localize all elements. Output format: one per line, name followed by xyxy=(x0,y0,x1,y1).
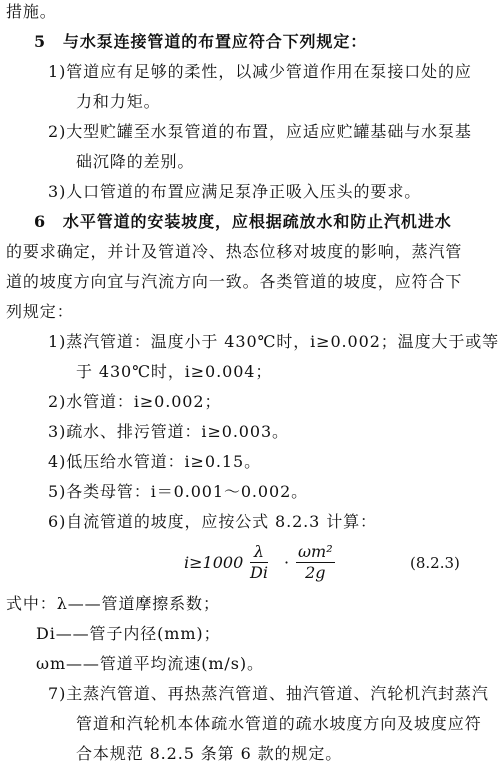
text-line: 2)水管道：i≥0.002； xyxy=(48,392,222,411)
formula-lhs: i≥1000 xyxy=(184,553,244,572)
text-line: 措施。 xyxy=(6,2,57,21)
clause-6-heading: 6 水平管道的安装坡度，应根据疏放水和防止汽机进水 xyxy=(34,212,452,231)
formula-fraction-2 xyxy=(296,542,335,583)
text-line: 管道和汽轮机本体疏水管道的疏水坡度方向及坡度应符 xyxy=(76,714,482,733)
formula-frac2-numerator: ωm² xyxy=(298,542,333,561)
symbol-definition: Di——管子内径(mm)； xyxy=(36,624,221,643)
formula-dot: · xyxy=(284,553,290,572)
formula-frac1-denominator: Di xyxy=(250,563,268,582)
text-line: 6)自流管道的坡度，应按公式 8.2.3 计算： xyxy=(48,512,377,531)
text-line: 1)管道应有足够的柔性，以减少管道作用在泵接口处的应 xyxy=(48,62,472,81)
text-line: 道的坡度方向宜与汽流方向一致。各类管道的坡度，应符合下 xyxy=(6,272,463,291)
text-line: 1)蒸汽管道：温度小于 430℃时，i≥0.002；温度大于或等 xyxy=(48,332,500,351)
text-line: 于 430℃时，i≥0.004； xyxy=(76,362,273,381)
clause-5-heading: 5 与水泵连接管道的布置应符合下列规定： xyxy=(34,32,368,51)
text-line: 力和力矩。 xyxy=(76,92,161,111)
formula-equation-number: (8.2.3) xyxy=(410,554,460,572)
text-line: 5)各类母管：i＝0.001～0.002。 xyxy=(48,482,309,501)
symbol-definition: ωm——管道平均流速(m/s)。 xyxy=(36,654,264,673)
text-line: 列规定： xyxy=(6,302,74,321)
formula-8-2-3 xyxy=(0,540,500,592)
formula-frac2-denominator: 2g xyxy=(305,563,326,582)
text-line: 3)疏水、排污管道：i≥0.003。 xyxy=(48,422,289,441)
formula-frac1-numerator: λ xyxy=(250,542,268,563)
text-line: 7)主蒸汽管道、再热蒸汽管道、抽汽管道、汽轮机汽封蒸汽 xyxy=(48,684,489,703)
text-line: 础沉降的差别。 xyxy=(76,152,195,171)
text-line: 4)低压给水管道：i≥0.15。 xyxy=(48,452,261,471)
text-line: 2)大型贮罐至水泵管道的布置，应适应贮罐基础与水泵基 xyxy=(48,122,472,141)
text-line: 3)人口管道的布置应满足泵净正吸入压头的要求。 xyxy=(48,182,422,201)
symbol-definition: 式中：λ——管道摩擦系数； xyxy=(6,594,220,613)
text-line: 的要求确定，并计及管道冷、热态位移对坡度的影响，蒸汽管 xyxy=(6,242,463,261)
formula-fraction-1 xyxy=(250,542,268,583)
text-line: 合本规范 8.2.5 条第 6 款的规定。 xyxy=(76,744,343,763)
